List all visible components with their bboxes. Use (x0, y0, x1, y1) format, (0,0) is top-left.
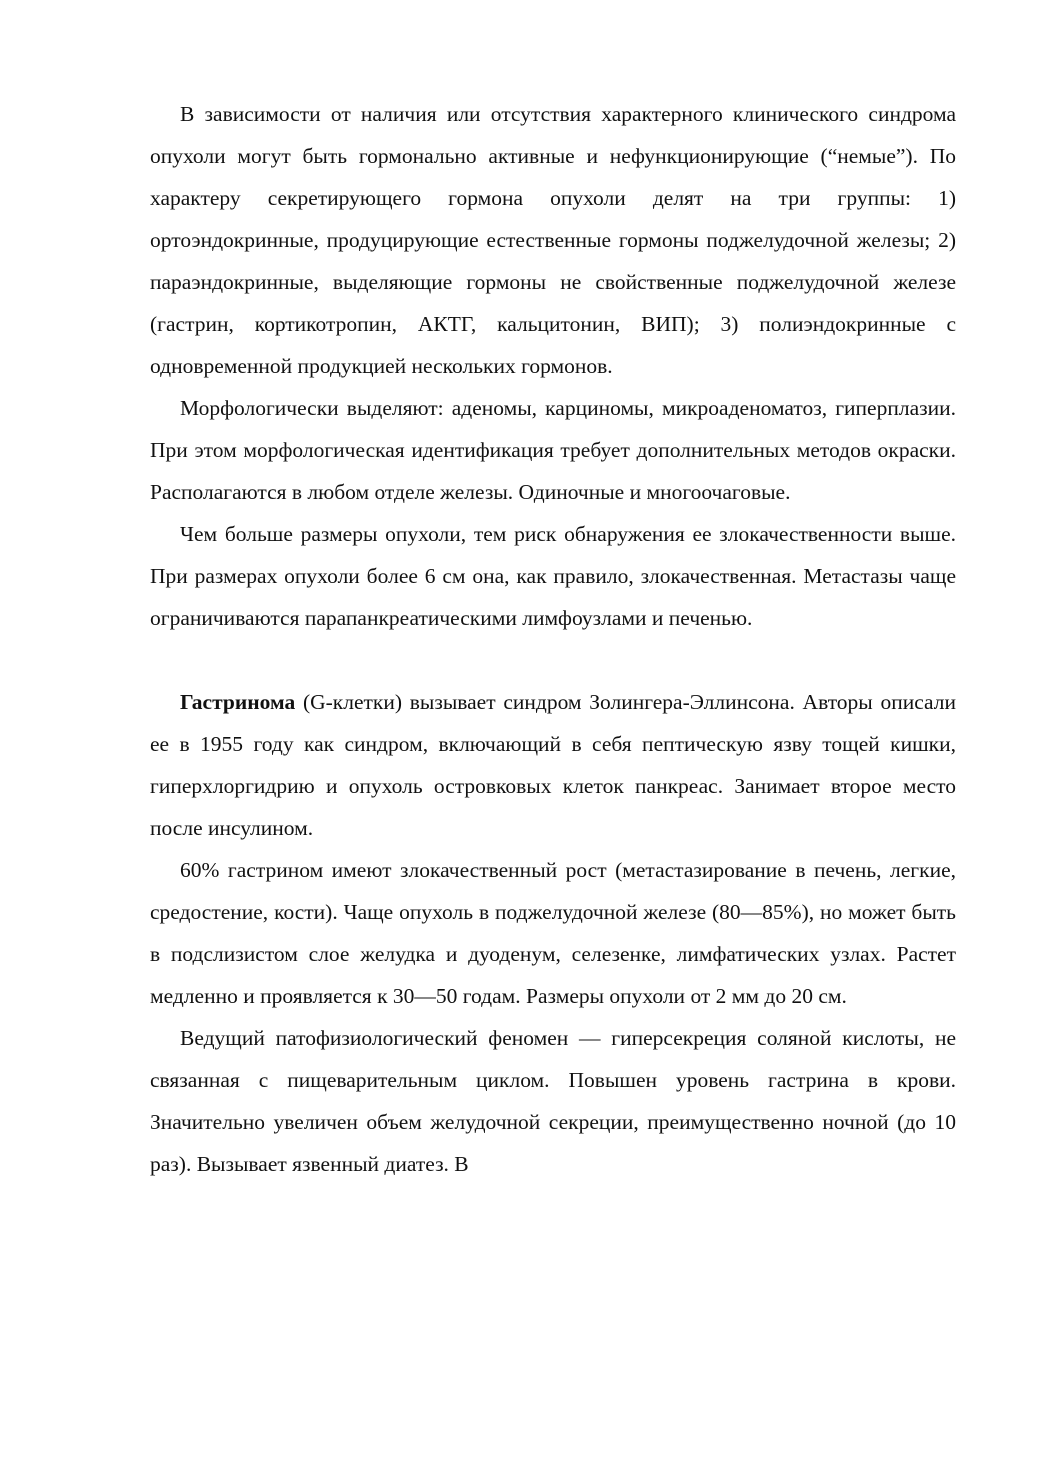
document-page (150, 93, 956, 1185)
paragraph-gastrinoma-text: (G-клетки) вызывает синдром Золингера-Эллинсона. Авторы описали ее в 1955 году как синдром, включающий в себя пептическую язву тощей кишки, гиперхлоргидрию и опухоль островковых клеток панкреас. Занимает второе место после инсулином. (150, 690, 956, 840)
paragraph-tumor-size: Чем больше размеры опухоли, тем риск обнаружения ее злокачественности выше. При размерах опухоли более 6 см она, как правило, злокачественная. Метастазы чаще ограничиваются парапанкреатическими лимфоузлами и печенью. (150, 522, 956, 630)
term-gastrinoma: Гастринома (180, 690, 296, 714)
paragraph-gap (150, 639, 956, 681)
paragraph-morphology: Морфологически выделяют: аденомы, карциномы, микроаденоматоз, гиперплазии. При этом морфологическая идентификация требует дополнительных методов окраски. Располагаются в любом отделе железы. Одиночные и многоочаговые. (150, 396, 956, 504)
paragraph-gastrinoma-malignancy: 60% гастрином имеют злокачественный рост (метастазирование в печень, легкие, средостение, кости). Чаще опухоль в поджелудочной железе (80—85%), но может быть в подслизистом слое желудка и дуоденум, селезенке, лимфатических узлах. Растет медленно и проявляется к 30—50 годам. Размеры опухоли от 2 мм до 20 см. (150, 858, 956, 1008)
paragraph-hormonal-classification: В зависимости от наличия или отсутствия характерного клинического синдрома опухоли могут быть гормонально активные и нефункционирующие (“немые”). По характеру секретирующего гормона опухоли делят на три группы: 1) ортоэндокринные, продуцирующие естественные гормоны поджелудочной железы; 2) параэндокринные, выделяющие гормоны не свойственные поджелудочной железе (гастрин, кортикотропин, АКТГ, кальцитонин, ВИП); 3) полиэндокринные с одновременной продукцией нескольких гормонов. (150, 102, 956, 378)
paragraph-pathophysiology: Ведущий патофизиологический феномен — гиперсекреция соляной кислоты, не связанная с пищеварительным циклом. Повышен уровень гастрина в крови. Значительно увеличен объем желудочной секреции, преимущественно ночной (до 10 раз). Вызывает язвенный диатез. В (150, 1026, 956, 1176)
paragraph-gastrinoma (150, 681, 956, 849)
